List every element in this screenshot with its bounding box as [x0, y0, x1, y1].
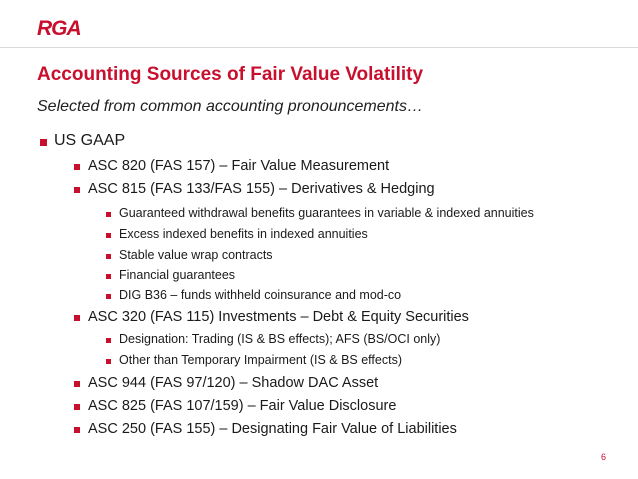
bullet-square-icon — [74, 164, 80, 170]
bullet-square-icon — [40, 139, 47, 146]
slide-title: Accounting Sources of Fair Value Volatility — [37, 64, 424, 85]
outline-item-level-2: ASC 820 (FAS 157) – Fair Value Measurement — [88, 158, 390, 174]
outline-item-level-3: Financial guarantees — [119, 268, 236, 282]
bullet-square-icon — [106, 274, 111, 279]
outline-item-level-2: ASC 320 (FAS 115) Investments – Debt & Equity Securities — [88, 309, 469, 325]
bullet-square-icon — [74, 187, 80, 193]
bullet-square-icon — [106, 338, 111, 343]
rga-logo: RGA — [37, 17, 81, 40]
bullet-square-icon — [74, 427, 80, 433]
outline-item-level-3: Excess indexed benefits in indexed annuities — [119, 227, 368, 241]
page-number: 6 — [600, 452, 606, 462]
bullet-square-icon — [74, 315, 80, 321]
bullet-square-icon — [106, 233, 111, 238]
outline-item-level-1: US GAAP — [54, 132, 126, 149]
outline-item-level-2: ASC 815 (FAS 133/FAS 155) – Derivatives & Hedging — [88, 181, 435, 197]
header-divider — [0, 47, 638, 48]
bullet-square-icon — [106, 359, 111, 364]
outline-item-level-3: DIG B36 – funds withheld coinsurance and mod-co — [119, 288, 402, 302]
bullet-square-icon — [74, 381, 80, 387]
outline-item-level-3: Guaranteed withdrawal benefits guarantees in variable & indexed annuities — [119, 206, 534, 220]
outline-item-level-3: Other than Temporary Impairment (IS & BS effects) — [119, 353, 402, 367]
outline-item-level-2: ASC 944 (FAS 97/120) – Shadow DAC Asset — [88, 375, 379, 391]
bullet-square-icon — [106, 254, 111, 259]
outline-item-level-2: ASC 250 (FAS 155) – Designating Fair Value of Liabilities — [88, 421, 457, 437]
bullet-square-icon — [74, 404, 80, 410]
outline-item-level-3: Stable value wrap contracts — [119, 248, 273, 262]
bullet-square-icon — [106, 212, 111, 217]
outline-item-level-2: ASC 825 (FAS 107/159) – Fair Value Disclosure — [88, 398, 397, 414]
bullet-square-icon — [106, 294, 111, 299]
outline-item-level-3: Designation: Trading (IS & BS effects); AFS (BS/OCI only) — [119, 332, 441, 346]
slide-subtitle: Selected from common accounting pronouncements… — [37, 98, 423, 115]
